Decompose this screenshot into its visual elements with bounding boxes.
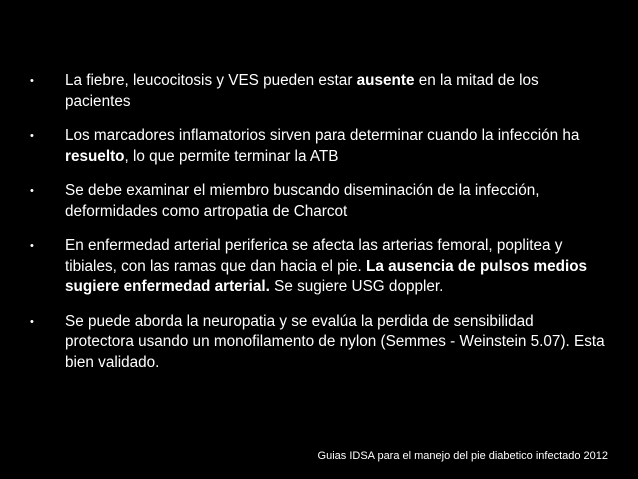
bullet-item [30,71,605,112]
bullet-text-bold: resuelto [65,147,125,165]
bullet-item [30,236,605,298]
bullet-text-bold: ausente [356,72,415,89]
bullet-text-segment: La fiebre, leucocitosis y VES pueden estar [65,72,357,89]
slide-footer-citation: Guias IDSA para el manejo del pie diabetico infectado 2012 [317,450,608,462]
bullet-dot-icon: • [30,75,34,87]
bullet-text-segment: , lo que permite terminar la ATB [124,147,339,165]
bullet-dot-icon: • [30,315,34,328]
bullet-text-segment: Se sugiere USG doppler. [269,278,444,295]
bullet-text [65,72,539,110]
bullet-text-segment: En enfermedad arterial periferica se afecta las arterias femoral, poplitea y tibiales, con las ramas que dan hacia el pie. [65,237,563,275]
bullet-text-segment: Se puede aborda la neuropatia y se evalúa la perdida de sensibilidad protectora usando un monofilamento de nylon (Semmes - Weinstein 5.07). Esta bien validado. [65,312,605,371]
bullet-text-segment: en la mitad de los pacientes [65,72,539,110]
bullet-list [30,71,605,387]
bullet-dot-icon: • [30,130,34,142]
bullet-item [30,312,605,374]
bullet-dot-icon: • [30,185,34,197]
bullet-item [30,126,605,167]
bullet-text [65,313,605,371]
bullet-item [30,181,605,222]
bullet-dot-icon: • [30,240,34,252]
bullet-text [65,237,587,295]
bullet-text [65,182,539,220]
bullet-text-segment: Se debe examinar el miembro buscando diseminación de la infección, deformidades como artropatia de Charcot [65,182,540,220]
bullet-text [65,127,579,165]
bullet-text-bold: La ausencia de pulsos medios sugiere enfermedad arterial. [65,257,588,295]
bullet-text-segment: Los marcadores inflamatorios sirven para determinar cuando la infección ha [65,127,580,144]
